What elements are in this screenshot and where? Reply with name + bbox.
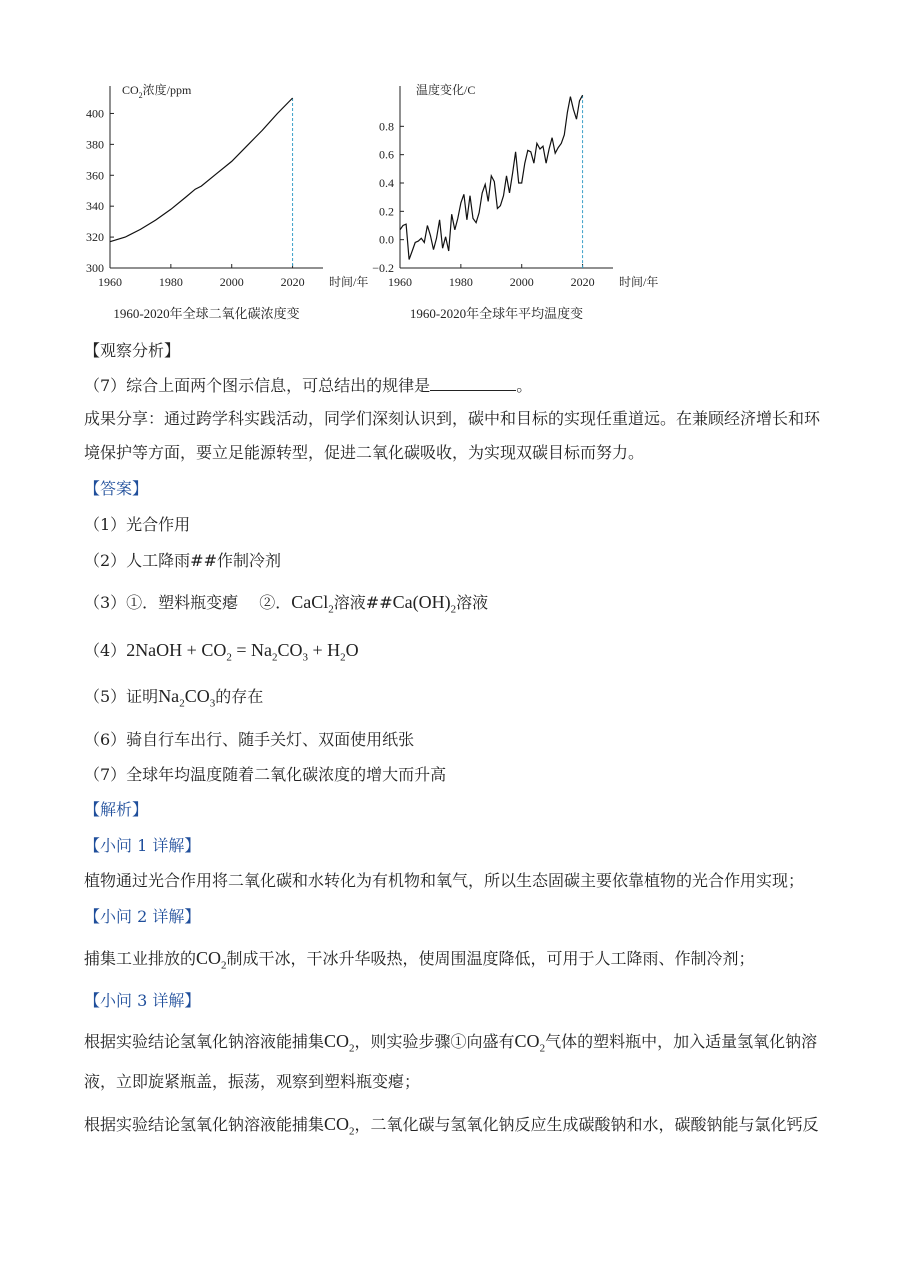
sub3-title: 【小问 3 详解】	[84, 991, 201, 1010]
chart0-y-tick-label: 400	[86, 106, 104, 121]
chart1-series-line	[400, 95, 583, 259]
sub2-title: 【小问 2 详解】	[84, 907, 201, 926]
chart0-y-tick-label: 360	[86, 168, 104, 183]
chart1-x-tick-label: 2020	[570, 275, 595, 289]
chart1-x-tick-label: 2000	[509, 275, 534, 289]
chart0-x-tick-label: 2020	[280, 275, 305, 289]
chart1-caption: 1960-2020年全球年平均温度变	[409, 306, 584, 321]
chart0-y-tick-label: 340	[86, 199, 104, 214]
sub3-formula-1: $CO_2$	[324, 1031, 355, 1055]
chart0-y-tick-label: 320	[86, 230, 104, 245]
chart0-y-tick-label: 380	[86, 137, 104, 152]
chart0-x-tick-label: 1960	[98, 275, 122, 289]
chart1-y-tick-label: 0.2	[379, 204, 394, 219]
a4-prefix: （4）	[84, 641, 127, 660]
chart1-y-tick-label: 0.4	[379, 176, 394, 190]
a3-prefix: （3）①．塑料瓶变瘪 ②．	[84, 593, 292, 612]
sub3-line-2: 液，立即旋紧瓶盖，振荡，观察到塑料瓶变瘪；	[84, 1072, 421, 1091]
a3-formula-2: $Ca(OH)_2$	[392, 592, 457, 616]
answer-7: （7）全球年均温度随着二氧化碳浓度的增大而升高	[84, 765, 447, 784]
q7-suffix: 。	[516, 376, 533, 395]
answer-1: （1）光合作用	[84, 515, 191, 534]
charts-svg	[60, 70, 660, 330]
chart1-x-label: 时间/年	[619, 275, 659, 289]
chart1-x-tick-label: 1980	[448, 275, 473, 289]
share-line-1: 成果分享：通过跨学科实践活动，同学们深刻认识到，碳中和目标的实现任重道远。在兼顾经济增长和环	[84, 409, 821, 428]
chart1-y-tick-label: −0.2	[372, 261, 394, 275]
chart1-y-tick-label: 0.8	[379, 119, 394, 134]
a4-equation: 2NaOH + $CO_2 = Na_2CO_3 + H_2O$	[126, 640, 359, 664]
a5-end: 的存在	[215, 687, 264, 706]
chart1-y-tick-label: 0.6	[379, 147, 394, 162]
a3-formula-1: CaCl$_2$	[291, 592, 334, 616]
chart1-y-tick-label: 0.0	[379, 232, 394, 247]
sub3-formula-2: $CO_2$	[514, 1031, 546, 1055]
chart1-y-label: 温度变化/C	[416, 83, 476, 97]
sub3-line-3: 根据实验结论氢氧化钠溶液能捕集$CO_2$，二氧化碳与氢氧化钠反应生成碳酸钠和水，碳酸钠能与氯化钙反	[84, 1114, 819, 1138]
charts-area	[60, 70, 660, 330]
sub3-line-1: 根据实验结论氢氧化钠溶液能捕集$CO_2$，则实验步骤①向盛有$CO_2$气体的塑料瓶中，加入适量氢氧化钠溶	[84, 1031, 818, 1055]
sub3-formula-3: $CO_2$	[324, 1114, 355, 1138]
a3-end: 溶液	[456, 593, 489, 612]
chart0-y-label: $CO_2$浓度/ppm	[122, 83, 192, 100]
chart0-x-label: 时间/年	[329, 275, 369, 289]
section-answer: 【答案】	[84, 479, 149, 498]
sub2-text: 捕集工业排放的$CO_2$制成干冰，干冰升华吸热，使周围温度降低，可用于人工降雨、作制冷剂；	[84, 948, 755, 972]
a3-mid: 溶液##	[333, 593, 393, 612]
answer-3	[84, 591, 488, 621]
share-line-2: 境保护等方面，要立足能源转型，促进二氧化碳吸收，为实现双碳目标而努力。	[84, 443, 645, 462]
chart0-x-tick-label: 2000	[219, 275, 244, 289]
answer-6: （6）骑自行车出行、随手关灯、双面使用纸张	[84, 730, 415, 749]
sub1-title: 【小问 1 详解】	[84, 836, 201, 855]
answer-4	[84, 639, 359, 669]
chart0-caption: 1960-2020年全球二氧化碳浓度变	[113, 306, 300, 321]
answer-5	[84, 685, 263, 715]
question-7	[84, 374, 532, 397]
section-analysis: 【解析】	[84, 800, 149, 819]
chart0-x-tick-label: 1980	[158, 275, 183, 289]
a5-formula: $Na_2CO_3$	[158, 686, 216, 710]
chart0-series-line	[110, 98, 293, 242]
answer-2: （2）人工降雨##作制冷剂	[84, 551, 281, 570]
a5-prefix: （5）证明	[84, 687, 159, 706]
q7-blank	[430, 374, 516, 391]
q7-prefix: （7）综合上面两个图示信息，可总结出的规律是	[84, 376, 431, 395]
section-observe: 【观察分析】	[84, 341, 181, 360]
chart1-x-tick-label: 1960	[388, 275, 412, 289]
sub1-text: 植物通过光合作用将二氧化碳和水转化为有机物和氧气，所以生态固碳主要依靠植物的光合作用实现；	[84, 871, 805, 890]
chart0-y-tick-label: 300	[86, 261, 104, 275]
sub2-formula: $CO_2$	[196, 948, 227, 972]
